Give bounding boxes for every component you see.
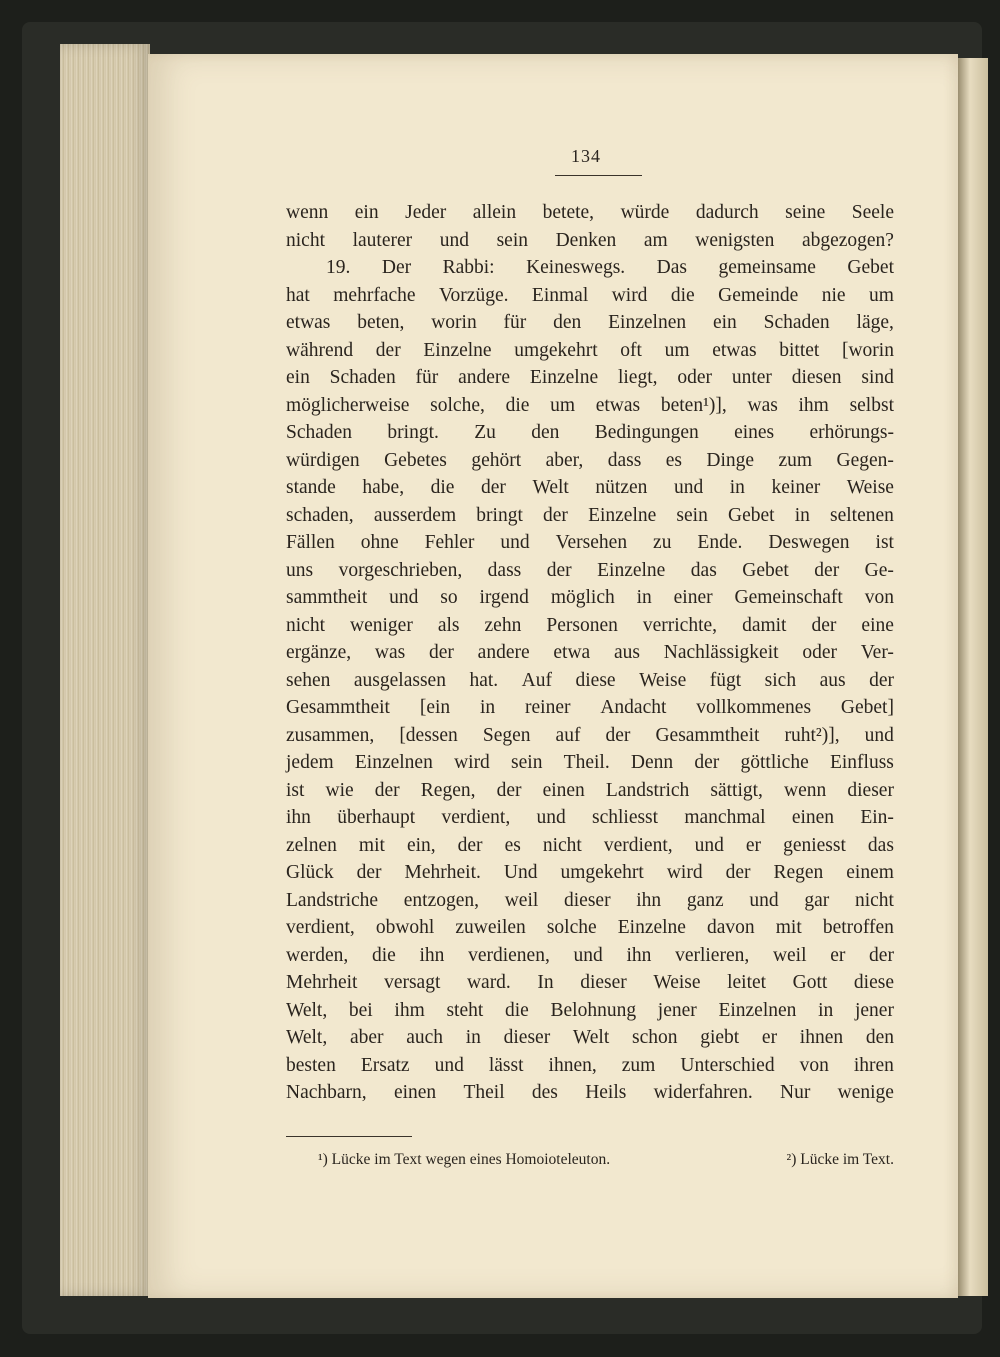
- text-line: verdient, obwohl zuweilen solche Einzelne davon mit betroffen: [286, 917, 894, 938]
- text-line: wenn ein Jeder allein betete, würde dadurch seine Seele: [286, 202, 894, 223]
- text-line: besten Ersatz und lässt ihnen, zum Unterschied von ihren: [286, 1054, 894, 1076]
- body-text: [286, 199, 894, 1107]
- text-line: etwas beten, worin für den Einzelnen ein Schaden läge,: [286, 312, 894, 333]
- text-line: stande habe, die der Welt nützen und in keiner Weise: [286, 477, 894, 498]
- text-line: ihn überhaupt verdient, und schliesst manchmal einen Ein-: [286, 807, 894, 828]
- text-line: zelnen mit ein, der es nicht verdient, und er geniesst das: [286, 834, 894, 856]
- text-line: nicht weniger als zehn Personen verrichte, damit der eine: [286, 614, 894, 636]
- text-line: uns vorgeschrieben, dass der Einzelne das Gebet der Ge-: [286, 559, 894, 581]
- text-line: sehen ausgelassen hat. Auf diese Weise fügt sich aus der: [286, 669, 894, 691]
- footnote-1: ¹) Lücke im Text wegen eines Homoioteleuton.: [318, 1151, 611, 1168]
- text-line: schaden, ausserdem bringt der Einzelne sein Gebet in seltenen: [286, 504, 894, 526]
- text-line: jedem Einzelnen wird sein Theil. Denn der göttliche Einfluss: [286, 752, 894, 773]
- footnote-2: ²) Lücke im Text.: [786, 1151, 894, 1168]
- footnote-rule: [286, 1136, 412, 1137]
- text-line: möglicherweise solche, die um etwas beten¹)], was ihm selbst: [286, 394, 894, 416]
- right-page-edge: [958, 58, 988, 1296]
- text-line: nicht lauterer und sein Denken am wenigsten abgezogen?: [286, 229, 894, 251]
- text-line: Welt, aber auch in dieser Welt schon giebt er ihnen den: [286, 1027, 894, 1048]
- text-line: werden, die ihn verdienen, und ihn verlieren, weil er der: [286, 944, 894, 966]
- text-line: Schaden bringt. Zu den Bedingungen eines erhörungs-: [286, 422, 894, 443]
- text-line: Fällen ohne Fehler und Versehen zu Ende. Deswegen ist: [286, 532, 894, 553]
- text-line: zusammen, [dessen Segen auf der Gesammtheit ruht²)], und: [286, 724, 894, 746]
- text-line: ergänze, was der andere etwa aus Nachlässigkeit oder Ver-: [286, 642, 894, 663]
- page-number-rule: [555, 175, 642, 176]
- text-line: Mehrheit versagt ward. In dieser Weise leitet Gott diese: [286, 972, 894, 993]
- text-line: ist wie der Regen, der einen Landstrich sättigt, wenn dieser: [286, 779, 894, 801]
- text-line: Gesammtheit [ein in reiner Andacht vollkommenes Gebet]: [286, 697, 894, 718]
- text-line: während der Einzelne umgekehrt oft um etwas bittet [worin: [286, 339, 894, 361]
- page-edges: [60, 44, 150, 1296]
- text-line: Welt, bei ihm steht die Belohnung jener Einzelnen in jener: [286, 999, 894, 1021]
- footnotes: [318, 1151, 894, 1169]
- text-line: würdigen Gebetes gehört aber, dass es Dinge zum Gegen-: [286, 449, 894, 471]
- text-line: sammtheit und so irgend möglich in einer Gemeinschaft von: [286, 587, 894, 608]
- text-line: hat mehrfache Vorzüge. Einmal wird die Gemeinde nie um: [286, 284, 894, 306]
- text-line: Nachbarn, einen Theil des Heils widerfahren. Nur wenige: [286, 1082, 894, 1103]
- text-line: Landstriche entzogen, weil dieser ihn ganz und gar nicht: [286, 889, 894, 911]
- text-line: Glück der Mehrheit. Und umgekehrt wird der Regen einem: [286, 862, 894, 883]
- text-line: ein Schaden für andere Einzelne liegt, oder unter diesen sind: [286, 367, 894, 388]
- page-number: 134: [571, 146, 601, 166]
- text-line: 19. Der Rabbi: Keineswegs. Das gemeinsame Gebet: [326, 257, 894, 278]
